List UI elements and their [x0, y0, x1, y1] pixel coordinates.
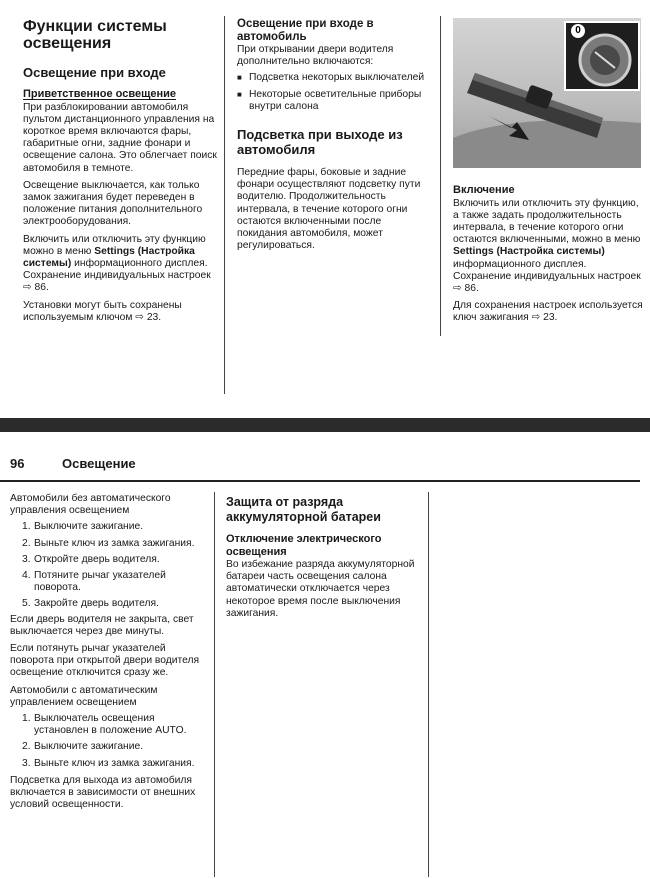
- list-item-text: Некоторые осветительные приборы внутри салона: [249, 88, 422, 112]
- list-item-text: Закройте дверь водителя.: [34, 598, 159, 610]
- page-ref[interactable]: 86.: [464, 282, 479, 294]
- paragraph: [23, 300, 218, 324]
- page-header-title: Освещение: [62, 456, 136, 471]
- list-item: [10, 521, 207, 533]
- stalk-drawing: [453, 18, 641, 168]
- list-number: 3.: [22, 757, 31, 769]
- section-heading: Освещение при входе: [23, 65, 166, 80]
- numbered-list: [10, 713, 207, 770]
- list-item: [10, 570, 207, 594]
- list-item-text: Выключите зажигание.: [34, 521, 144, 533]
- list-item-text: Выключатель освещения установлен в положение AUTO.: [34, 713, 187, 737]
- subsection-heading: Приветственное освещение: [23, 88, 176, 100]
- paragraph: Если дверь водителя не закрыта, свет выключается через две минуты.: [10, 613, 194, 637]
- list-item: [10, 554, 207, 566]
- list-item: [10, 713, 207, 737]
- page-ref[interactable]: 23.: [543, 312, 558, 324]
- subsection-heading: Отключение электрического освещения: [226, 533, 382, 558]
- section-heading: Освещение при входе в автомобиль: [237, 18, 374, 43]
- list-number: 4.: [22, 570, 31, 582]
- bottom-page: [0, 432, 650, 879]
- page-separator: [0, 418, 650, 432]
- section-heading: Защита от разряда аккумуляторной батареи: [226, 495, 381, 524]
- paragraph: Автомобили без автоматического управления освещением: [10, 493, 171, 517]
- top-col3: [453, 18, 643, 325]
- text-run: Установки могут быть сохранены используемым ключом: [23, 299, 182, 323]
- light-switch-illustration: [453, 18, 641, 168]
- page-ref[interactable]: 86.: [34, 282, 49, 294]
- page-ref-icon: ⇨: [135, 311, 144, 323]
- paragraph: Если потянуть рычаг указателей поворота при открытой двери водителя освещение отключится сразу же.: [10, 643, 200, 679]
- list-item: [237, 89, 432, 113]
- bullet-icon: ■: [237, 89, 242, 99]
- list-number: 1.: [22, 521, 31, 533]
- paragraph: Подсветка для выхода из автомобиля включается в зависимости от внешних условий освещенности.: [10, 774, 196, 811]
- list-item: [10, 758, 207, 770]
- list-number: 5.: [22, 598, 31, 610]
- top-page: [0, 0, 650, 415]
- bottom-col2: [226, 495, 421, 620]
- paragraph: Передние фары, боковые и задние фонари осуществляют подсветку пути водителю. Продолжительность интервала, в течение которого огни остаются включенными после покидания автомобиля, может регулироваться.: [237, 167, 421, 252]
- bullet-list: [237, 72, 432, 113]
- list-item-text: Потяните рычаг указателей поворота.: [34, 570, 166, 594]
- column-divider: [440, 16, 441, 336]
- column-divider: [428, 492, 429, 877]
- column-divider: [214, 492, 215, 877]
- list-item: [10, 741, 207, 753]
- text-run: информационного дисплея. Сохранение индивидуальных настроек: [23, 257, 211, 282]
- list-item-text: Подсветка некоторых выключателей: [249, 72, 425, 84]
- text-run: Включить или отключить эту функцию, а также задать продолжительность интервала, в течение которого огни остаются включенными, можно в меню: [453, 197, 641, 246]
- list-number: 1.: [22, 713, 31, 725]
- menu-path: Settings (Настройка системы): [453, 246, 605, 258]
- list-item: [10, 598, 207, 610]
- menu-path: Settings (Настройка системы): [23, 245, 195, 269]
- page-header: [10, 456, 640, 474]
- page-ref-icon: ⇨: [23, 282, 32, 294]
- text-run: Для сохранения настроек используется ключ зажигания: [453, 300, 643, 324]
- list-item-text: Откройте дверь водителя.: [34, 553, 160, 565]
- paragraph: [453, 300, 643, 324]
- section-heading: Подсветка при выходе из автомобиля: [237, 127, 403, 158]
- bullet-icon: ■: [237, 73, 242, 83]
- page-ref-icon: ⇨: [531, 312, 541, 324]
- text-run: информационного дисплея. Сохранение индивидуальных настроек: [453, 258, 641, 282]
- paragraph: Автомобили с автоматическим управлением освещением: [10, 684, 158, 708]
- page-number: 96: [10, 456, 25, 471]
- list-number: 2.: [22, 537, 31, 549]
- list-number: 3.: [22, 553, 31, 565]
- list-item-text: Выньте ключ из замка зажигания.: [34, 537, 195, 549]
- numbered-list: [10, 521, 207, 610]
- paragraph: При разблокировании автомобиля пультом дистанционного управления на короткое время включаются фары, габаритные огни, задние фонари и освещение салона. Это облегчает поиск автомобиля в темноте.: [23, 101, 217, 174]
- paragraph: [453, 198, 643, 296]
- figure-label: 0: [571, 24, 585, 38]
- section-heading: Включение: [453, 184, 515, 196]
- page-title: Функции системы освещения: [23, 18, 167, 52]
- paragraph: [23, 234, 218, 295]
- list-number: 2.: [22, 741, 31, 753]
- paragraph: Освещение выключается, как только замок зажигания будет переведен в положение питания дополнительного электрооборудования.: [23, 179, 203, 228]
- text-run: Включить или отключить эту функцию можно в меню: [23, 233, 206, 257]
- paragraph: При открывании двери водителя дополнительно включаются:: [237, 44, 394, 68]
- header-rule: [0, 480, 640, 482]
- bottom-col1: [10, 493, 207, 811]
- top-col1: [23, 18, 218, 324]
- page-ref[interactable]: 23.: [146, 311, 162, 323]
- list-item: [237, 72, 432, 84]
- list-item-text: Выньте ключ из замка зажигания.: [34, 757, 195, 769]
- top-col2: [237, 18, 432, 252]
- list-item: [10, 538, 207, 550]
- paragraph: Во избежание разряда аккумуляторной батареи часть освещения салона автоматически отключается через некоторое время после выключения зажигания.: [226, 559, 415, 619]
- list-item-text: Выключите зажигание.: [34, 741, 144, 753]
- page-ref-icon: ⇨: [453, 282, 462, 294]
- column-divider: [224, 16, 225, 394]
